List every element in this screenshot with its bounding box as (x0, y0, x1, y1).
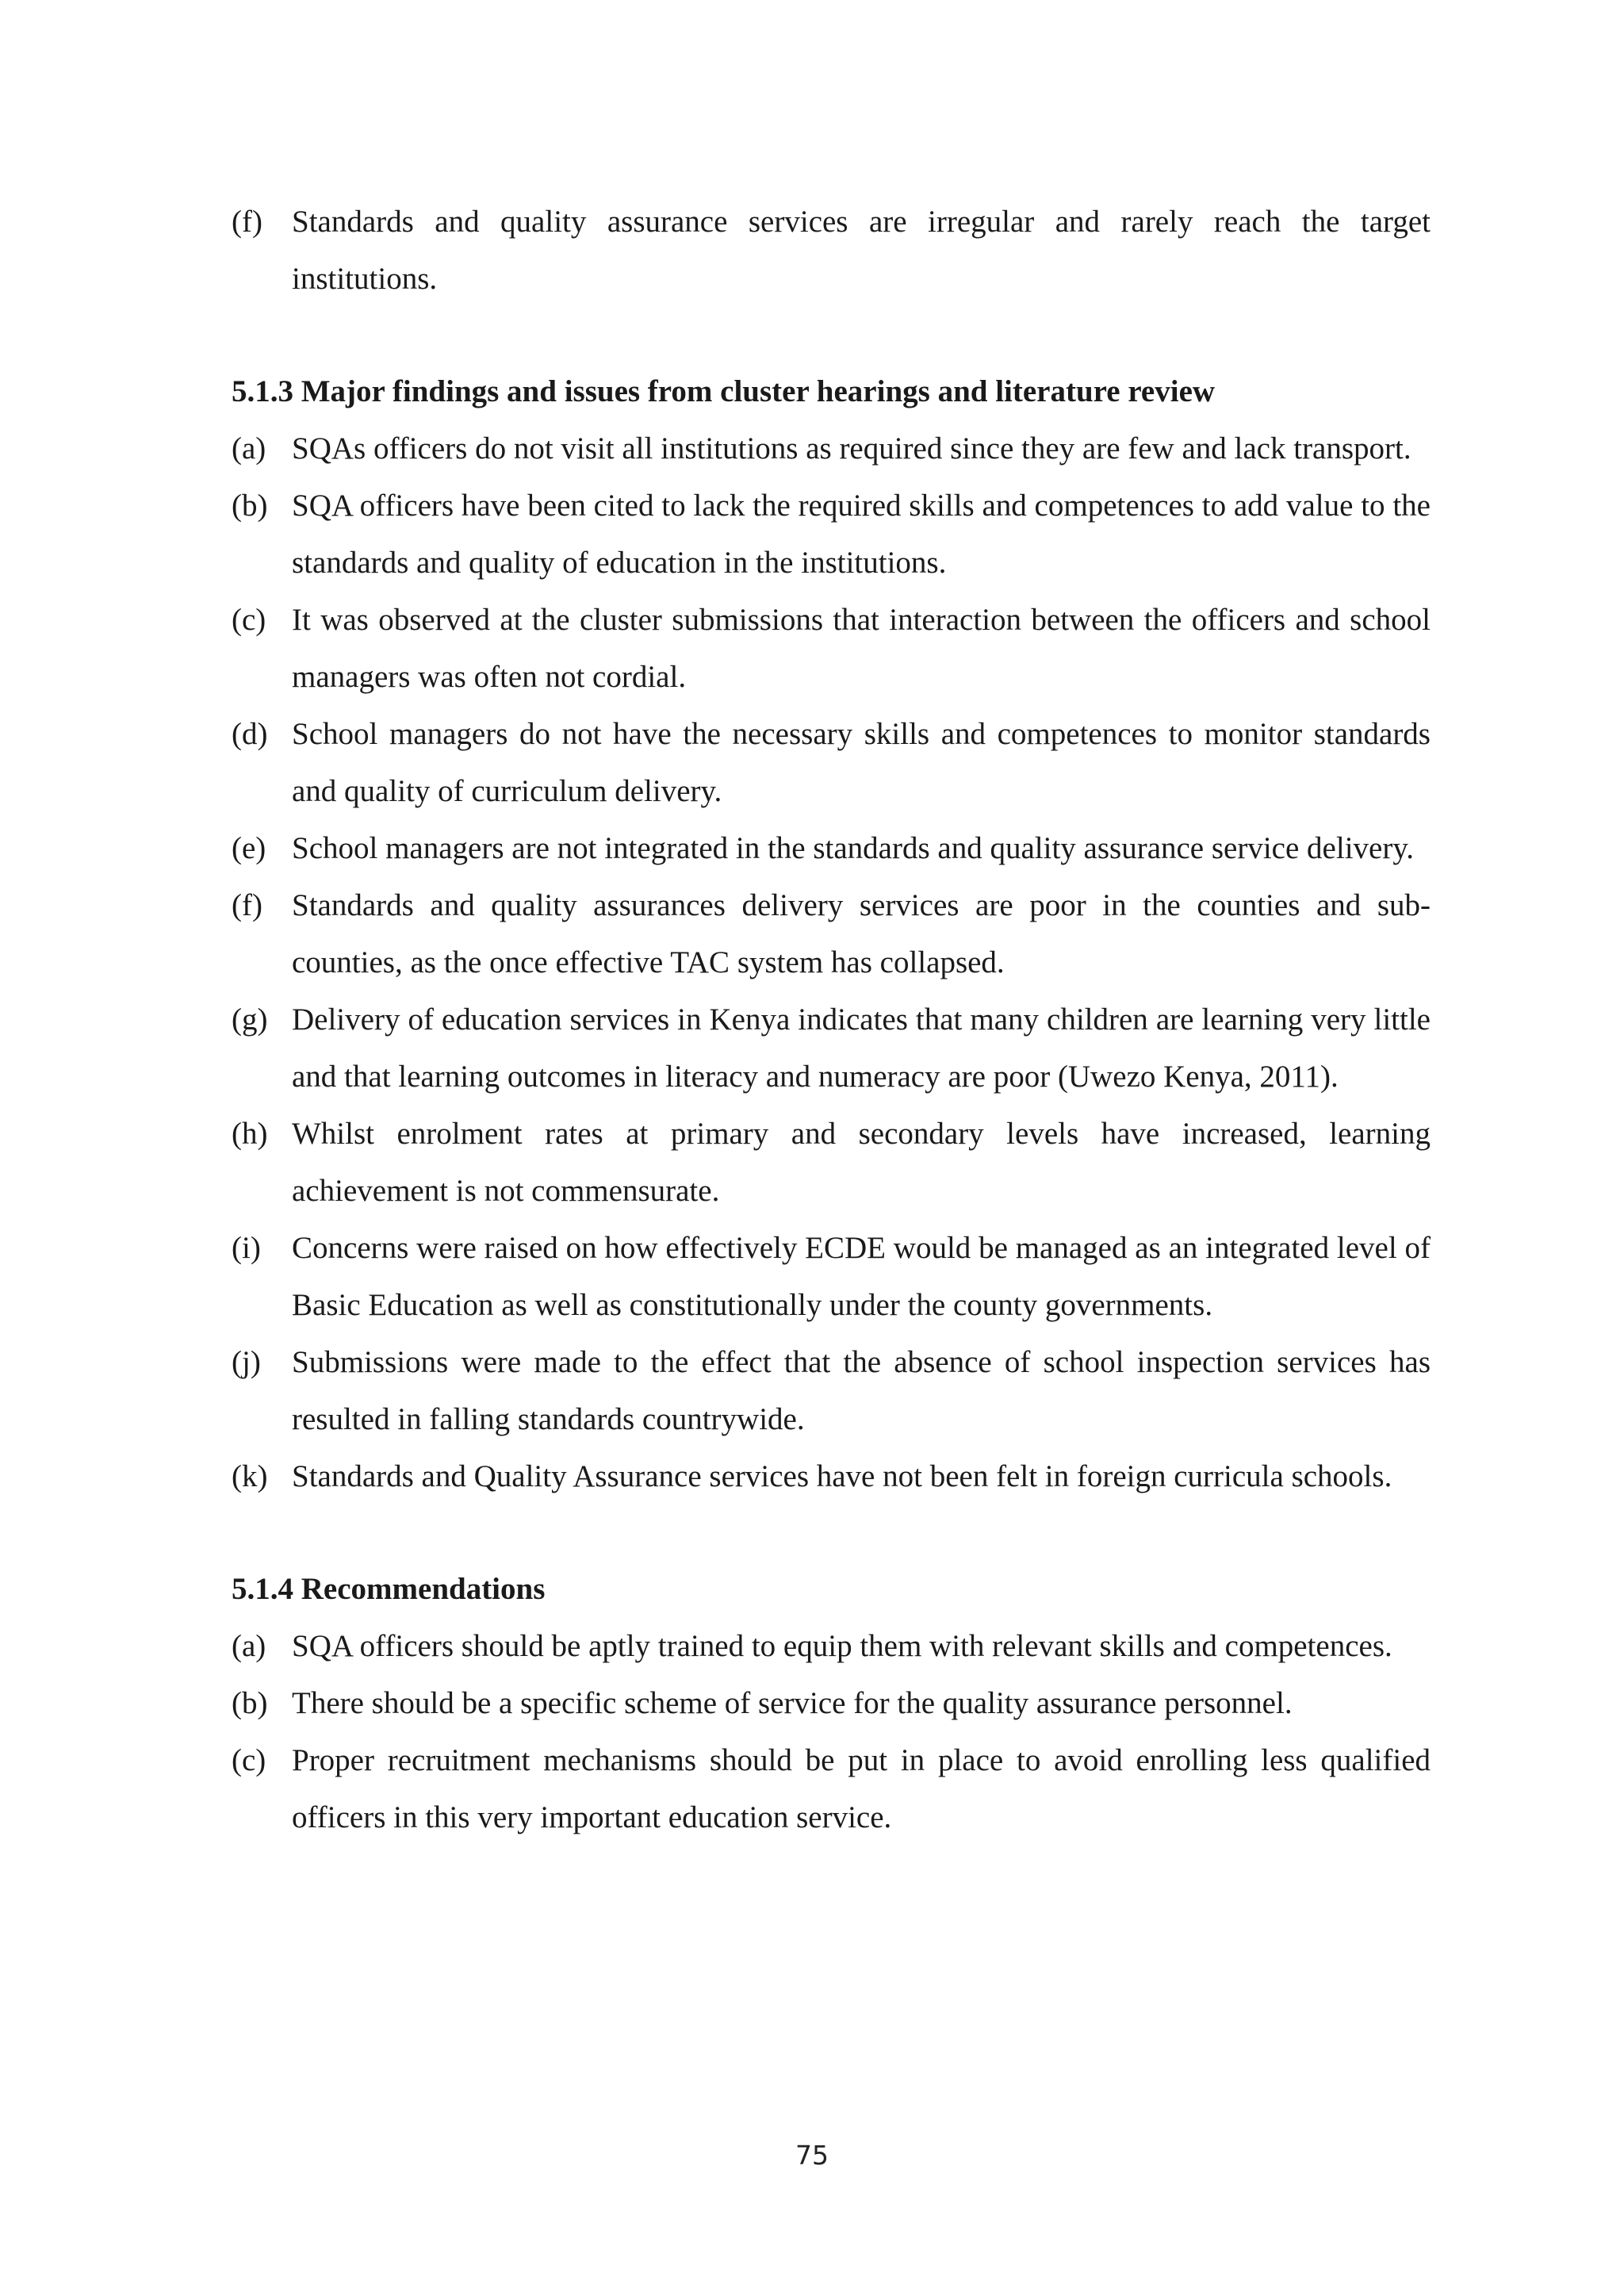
list-item-marker: (a) (232, 1629, 266, 1663)
list-item-marker: (a) (232, 431, 266, 466)
list-item-marker: (e) (232, 831, 266, 865)
list-item-text: Standards and quality assurance services are irregular and rarely reach the target institutions. (292, 205, 1431, 296)
list-item (232, 1732, 1431, 1846)
findings-list (232, 420, 1431, 1505)
list-item-text: It was observed at the cluster submissions that interaction between the officers and school managers was often not cordial. (292, 603, 1431, 694)
list-item-marker: (c) (232, 1743, 266, 1777)
list-item (232, 706, 1431, 820)
intro-list (232, 194, 1431, 308)
page-number: 75 (795, 2140, 829, 2171)
list-item-text: SQA officers should be aptly trained to equip them with relevant skills and competences. (292, 1629, 1392, 1663)
list-item-text: There should be a specific scheme of service for the quality assurance personnel. (292, 1686, 1293, 1720)
list-item-text: School managers do not have the necessary skills and competences to monitor standards and quality of curriculum delivery. (292, 717, 1431, 808)
recommendations-list (232, 1618, 1431, 1846)
list-item (232, 1675, 1431, 1732)
list-item (232, 1220, 1431, 1334)
list-item-marker: (j) (232, 1345, 261, 1379)
list-item (232, 420, 1431, 477)
list-item (232, 820, 1431, 877)
list-item (232, 194, 1431, 308)
section-heading-5-1-3: 5.1.3 Major findings and issues from cluster hearings and literature review (232, 374, 1216, 408)
list-item-text: Delivery of education services in Kenya indicates that many children are learning very little and that learning outcomes in literacy and numeracy are poor (Uwezo Kenya, 2011). (292, 1002, 1431, 1094)
list-item (232, 1334, 1431, 1448)
list-item (232, 1106, 1431, 1220)
list-item-text: Standards and quality assurances delivery services are poor in the counties and sub-counties, as the once effective TAC system has collapsed. (292, 888, 1431, 979)
list-item (232, 1618, 1431, 1675)
list-item-text: School managers are not integrated in the standards and quality assurance service delivery. (292, 831, 1415, 865)
list-item (232, 877, 1431, 991)
list-item-marker: (g) (232, 1002, 268, 1037)
list-item-marker: (b) (232, 1686, 268, 1720)
list-item (232, 592, 1431, 706)
list-item-text: Proper recruitment mechanisms should be put in place to avoid enrolling less qualified officers in this very important education service. (292, 1743, 1431, 1834)
section-heading-5-1-4: 5.1.4 Recommendations (232, 1572, 546, 1606)
list-item-text: Submissions were made to the effect that the absence of school inspection services has resulted in falling standards countrywide. (292, 1345, 1431, 1436)
list-item-text: Concerns were raised on how effectively ECDE would be managed as an integrated level of Basic Education as well as constitutionally under the county governments. (292, 1231, 1431, 1322)
list-item-text: SQA officers have been cited to lack the required skills and competences to add value to the standards and quality of education in the institutions. (292, 489, 1431, 580)
list-item-text: Standards and Quality Assurance services have not been felt in foreign curricula schools. (292, 1459, 1392, 1493)
document-page (232, 194, 1431, 1846)
list-item-marker: (i) (232, 1231, 261, 1265)
list-item-text: SQAs officers do not visit all institutions as required since they are few and lack transport. (292, 431, 1411, 466)
list-item (232, 991, 1431, 1106)
list-item-text: Whilst enrolment rates at primary and secondary levels have increased, learning achievement is not commensurate. (292, 1117, 1431, 1208)
list-item-marker: (f) (232, 205, 262, 239)
list-item-marker: (d) (232, 717, 268, 751)
list-item-marker: (h) (232, 1117, 268, 1151)
list-item-marker: (f) (232, 888, 262, 922)
list-item (232, 1448, 1431, 1505)
list-item-marker: (c) (232, 603, 266, 637)
list-item-marker: (b) (232, 489, 268, 523)
list-item (232, 477, 1431, 592)
list-item-marker: (k) (232, 1459, 268, 1493)
